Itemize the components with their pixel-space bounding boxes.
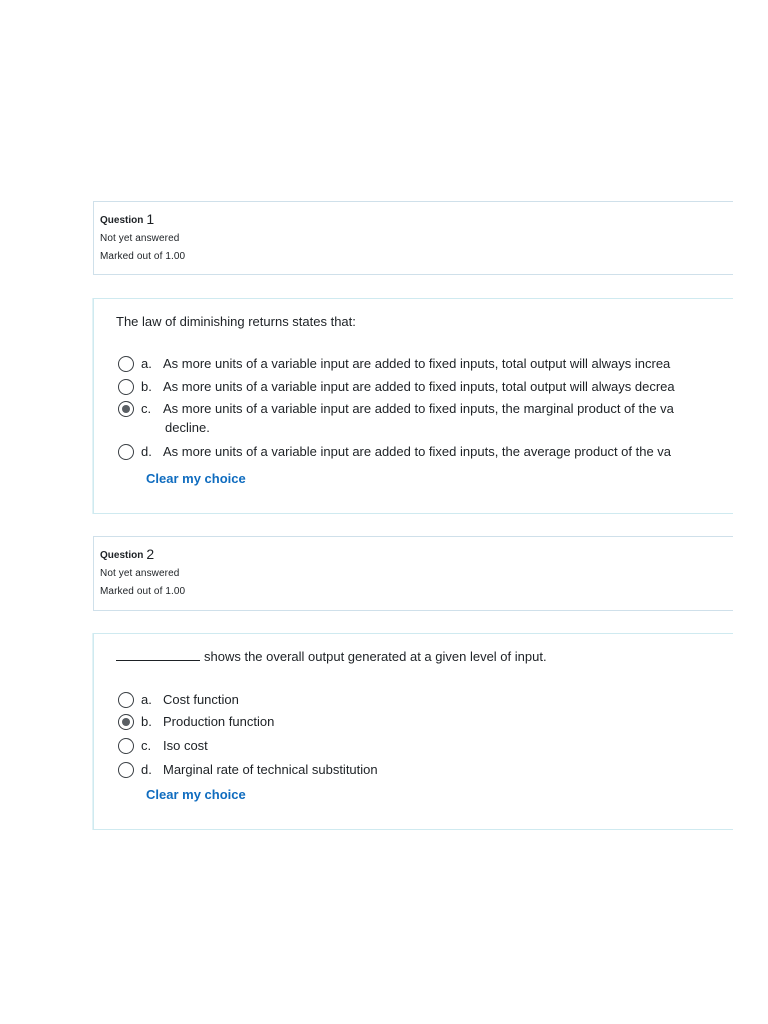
question-label: Question xyxy=(100,215,144,226)
radio-button[interactable] xyxy=(118,444,134,460)
question-2-formulation xyxy=(93,633,733,830)
radio-button[interactable] xyxy=(118,738,134,754)
option-text: As more units of a variable input are added to fixed inputs, the marginal product of the va xyxy=(163,401,674,416)
answer-option-b[interactable] xyxy=(118,378,675,398)
question-2-text xyxy=(116,649,547,664)
option-text: As more units of a variable input are added to fixed inputs, the average product of the va xyxy=(163,444,672,459)
answer-option-d[interactable] xyxy=(118,761,378,781)
option-text: Iso cost xyxy=(163,738,208,753)
option-c-continuation: decline. xyxy=(165,420,210,435)
option-letter: b. xyxy=(141,714,152,729)
clear-my-choice-link[interactable]: Clear my choice xyxy=(146,787,246,802)
radio-button-selected[interactable] xyxy=(118,714,134,730)
question-1-formulation xyxy=(93,298,733,514)
option-letter: d. xyxy=(141,444,152,459)
option-letter: a. xyxy=(141,356,152,371)
question-2-state: Not yet answered xyxy=(100,568,180,579)
answer-option-c[interactable] xyxy=(118,737,208,757)
answer-option-c[interactable] xyxy=(118,400,674,420)
question-1-info xyxy=(93,201,733,275)
option-letter: d. xyxy=(141,762,152,777)
fill-in-blank-line xyxy=(116,659,200,661)
question-1-grade: Marked out of 1.00 xyxy=(100,251,186,262)
clear-my-choice-link[interactable]: Clear my choice xyxy=(146,471,246,486)
question-2-info xyxy=(93,536,733,611)
question-1-text: The law of diminishing returns states that: xyxy=(116,314,356,329)
question-number: 1 xyxy=(146,211,155,227)
radio-button-selected[interactable] xyxy=(118,401,134,417)
radio-button[interactable] xyxy=(118,356,134,372)
option-text: Cost function xyxy=(163,692,239,707)
option-text: Marginal rate of technical substitution xyxy=(163,762,378,777)
option-letter: c. xyxy=(141,738,152,753)
answer-option-a[interactable] xyxy=(118,691,239,711)
question-2-text-body: shows the overall output generated at a given level of input. xyxy=(204,649,547,664)
question-label: Question xyxy=(100,550,144,561)
question-1-number xyxy=(100,208,727,226)
radio-button[interactable] xyxy=(118,762,134,778)
question-1-state: Not yet answered xyxy=(100,233,180,244)
question-2-number xyxy=(100,543,727,561)
radio-button[interactable] xyxy=(118,379,134,395)
option-letter: c. xyxy=(141,401,152,416)
question-number: 2 xyxy=(146,546,155,562)
answer-option-d[interactable] xyxy=(118,443,671,463)
option-text: As more units of a variable input are added to fixed inputs, total output will always increa xyxy=(163,356,671,371)
option-letter: b. xyxy=(141,379,152,394)
option-letter: a. xyxy=(141,692,152,707)
answer-option-a[interactable] xyxy=(118,355,670,375)
question-2-grade: Marked out of 1.00 xyxy=(100,586,186,597)
radio-button[interactable] xyxy=(118,692,134,708)
option-text: As more units of a variable input are added to fixed inputs, total output will always decrea xyxy=(163,379,675,394)
option-text: Production function xyxy=(163,714,275,729)
answer-option-b[interactable] xyxy=(118,713,274,733)
